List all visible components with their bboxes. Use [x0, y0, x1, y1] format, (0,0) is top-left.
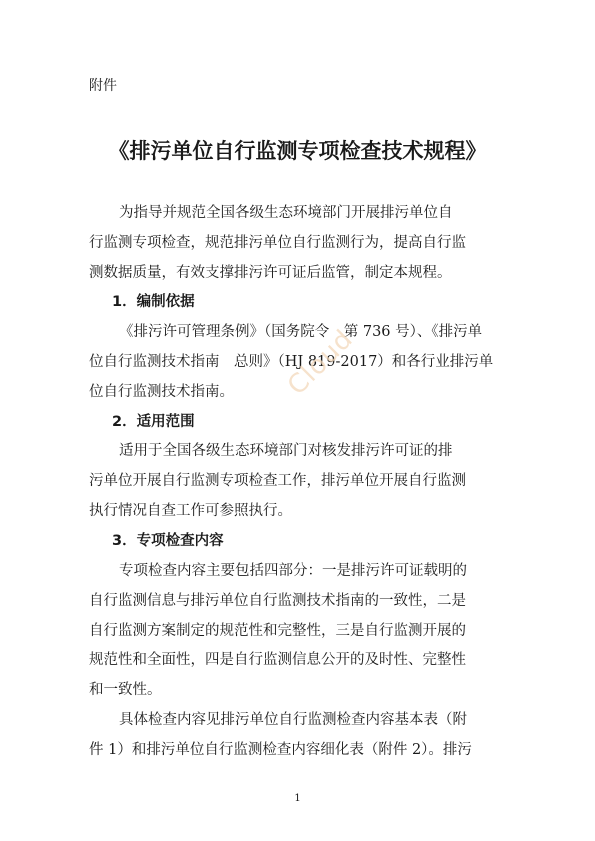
- section-3-line-5: 和一致性。: [89, 682, 162, 698]
- attachment-label: 附件: [89, 78, 117, 94]
- section-3-line-4: 规范性和全面性，四是自行监测信息公开的及时性、完整性: [89, 652, 466, 668]
- section-2-heading: 2．适用范围: [112, 414, 195, 430]
- section-1-line-3: 位自行监测技术指南。: [89, 384, 234, 400]
- section-2-line-3: 执行情况自查工作可参照执行。: [89, 503, 292, 519]
- section-1-heading: 1．编制依据: [112, 294, 195, 310]
- page-number: 1: [294, 793, 301, 804]
- section-1-line-1: 《排污许可管理条例》（国务院令 第 736 号）、《排污单: [119, 324, 483, 340]
- intro-line-1: 为指导并规范全国各级生态环境部门开展排污单位自: [119, 205, 453, 221]
- section-3-line-1: 专项检查内容主要包括四部分：一是排污许可证载明的: [119, 563, 467, 579]
- intro-line-2: 行监测专项检查，规范排污单位自行监测行为，提高自行监: [89, 235, 466, 251]
- section-2-line-2: 污单位开展自行监测专项检查工作，排污单位开展自行监测: [89, 473, 466, 489]
- section-1-line-2: 位自行监测技术指南 总则》（HJ 819-2017）和各行业排污单: [89, 354, 494, 370]
- section-3-line-2: 自行监测信息与排污单位自行监测技术指南的一致性，二是: [89, 593, 466, 609]
- section-3-heading: 3．专项检查内容: [112, 533, 224, 549]
- intro-line-3: 测数据质量，有效支撑排污许可证后监管，制定本规程。: [89, 265, 452, 281]
- cloud-watermark: Cloud: [282, 323, 360, 402]
- section-2-line-1: 适用于全国各级生态环境部门对核发排污许可证的排: [119, 443, 453, 459]
- section-3-line-3: 自行监测方案制定的规范性和完整性，三是自行监测开展的: [89, 623, 466, 639]
- document-title: 《排污单位自行监测专项检查技术规程》: [108, 139, 487, 163]
- section-3-line-6: 具体检查内容见排污单位自行监测检查内容基本表（附: [119, 712, 467, 728]
- section-3-line-7: 件 1）和排污单位自行监测检查内容细化表（附件 2）。排污: [89, 742, 472, 758]
